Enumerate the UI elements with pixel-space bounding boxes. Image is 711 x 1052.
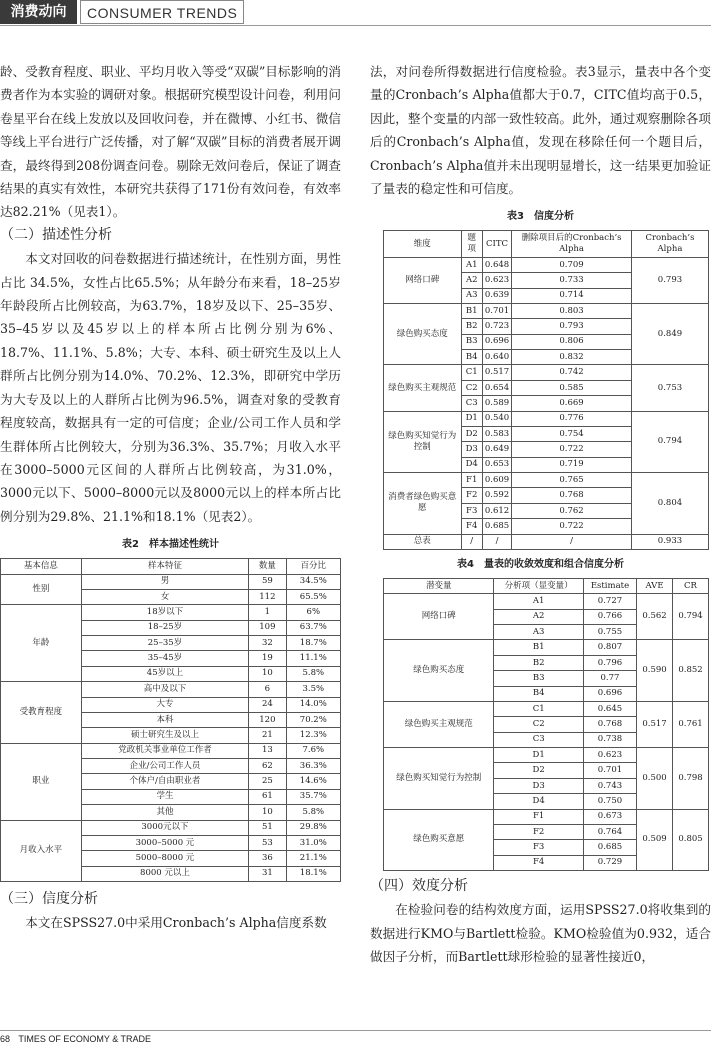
section-4-title: （四）效度分析: [370, 878, 468, 895]
table-cell: 45岁以上: [81, 666, 248, 681]
table-cell: C3: [494, 732, 584, 747]
right-paragraph-1: 法，对问卷所得数据进行信度检验。表3显示，量表中各个变量的Cronbach’s Alpha值都大于0.7，CITC值均高于0.5，因此，整个变量的内部一致性较高。此外，通过观察删除各项后的Cronbach’s Alpha值，发现在移除任何一个题目后，Cronbach’s Alpha值并未出现明显增长，这一结果更加验证了量表的稳定性和可信度。: [370, 64, 711, 197]
table-header-cell: AVE: [637, 578, 673, 593]
table-cell: 8000 元以上: [81, 866, 248, 881]
table-cell: F1: [461, 473, 482, 488]
table-cell: F1: [494, 809, 584, 824]
table-row: [1, 743, 341, 758]
table-cell: 0.592: [482, 488, 511, 503]
table-cell: 61: [249, 789, 286, 804]
table-cell: F2: [494, 824, 584, 839]
table-cell: 0.832: [512, 350, 632, 365]
table-cell: D3: [461, 442, 482, 457]
table-cell: 0.776: [512, 411, 632, 426]
table-row: [1, 682, 341, 697]
table-cell: C3: [461, 396, 482, 411]
table-cell: 7.6%: [286, 743, 340, 758]
table-cell: D2: [461, 426, 482, 441]
table-row: [384, 473, 709, 488]
footer: [0, 1034, 711, 1044]
table-cell: A2: [494, 609, 584, 624]
table-cell: D4: [494, 794, 584, 809]
table-cell: 0.645: [583, 701, 636, 716]
section-2-title: （二）描述性分析: [0, 226, 112, 243]
table-cell: B2: [494, 655, 584, 670]
table-cell: 0.589: [482, 396, 511, 411]
table-cell: 5.8%: [286, 666, 340, 681]
table-cell: 32: [249, 636, 286, 651]
table-total-row: [384, 534, 709, 549]
group-ave: 0.509: [637, 809, 673, 871]
table-cell: 0.685: [583, 840, 636, 855]
table-cell: 0.766: [583, 609, 636, 624]
section-3-title: （三）信度分析: [0, 891, 98, 907]
table-cell: B3: [494, 671, 584, 686]
table-header-cell: 潜变量: [384, 578, 494, 593]
section-label: 消费动向: [0, 0, 77, 24]
table-cell: 5.8%: [286, 805, 340, 820]
table-cell: B1: [494, 640, 584, 655]
table-cell: 18.7%: [286, 636, 340, 651]
table-cell: 党政机关事业单位工作者: [81, 743, 248, 758]
table-cell: 0.806: [512, 334, 632, 349]
table3: [383, 230, 709, 550]
table-cell: 6: [249, 682, 286, 697]
table-cell: D3: [494, 778, 584, 793]
left-paragraph-1: 龄、受教育程度、职业、平均月收入等受“双碳”目标影响的消费者作为本实验的调研对象。根据研究模型设计问卷，利用问卷星平台在线上发放以及回收问卷，并在微博、小红书、微信等线上平台进行广泛传播，对了解“双碳”目标的消费者展开调查，最终得到208份调查问卷。剔除无效问卷后，保证了调查结果的真实有效性，本研究共获得了171份有效问卷，有效率达82.21%（见表1）。: [0, 64, 341, 220]
table-cell: 0.768: [512, 488, 632, 503]
table-cell: 男: [81, 574, 248, 589]
table-cell: 0.640: [482, 350, 511, 365]
table-cell: 10: [249, 805, 286, 820]
left-paragraph-3: 本文在SPSS27.0中采用Cronbach’s Alpha信度系数: [25, 915, 327, 931]
table-cell: D4: [461, 457, 482, 472]
right-column: [370, 60, 711, 969]
table-cell: D2: [494, 763, 584, 778]
table4: [383, 578, 709, 871]
table-cell: A1: [461, 257, 482, 272]
journal-name: TIMES OF ECONOMY & TRADE: [18, 1034, 152, 1044]
table-cell: A2: [461, 273, 482, 288]
footer-divider: [0, 1030, 711, 1031]
table-cell: 65.5%: [286, 589, 340, 604]
table-cell: 大专: [81, 697, 248, 712]
group-alpha: 0.794: [631, 411, 708, 473]
table-cell: /: [461, 534, 482, 549]
table-cell: D1: [494, 748, 584, 763]
group-alpha: 0.804: [631, 473, 708, 535]
table-cell: 硕士研究生及以上: [81, 728, 248, 743]
table-cell: 13: [249, 743, 286, 758]
table-header-cell: 维度: [384, 231, 462, 257]
table-cell: 0.750: [583, 794, 636, 809]
table2: [0, 558, 341, 882]
group-label: 绿色购买主观规范: [384, 365, 462, 411]
table-cell: A1: [494, 594, 584, 609]
table-cell: 70.2%: [286, 712, 340, 727]
table-cell: 0.709: [512, 257, 632, 272]
table-cell: 18–25岁: [81, 620, 248, 635]
table-cell: 36.3%: [286, 759, 340, 774]
table-cell: 0.764: [583, 824, 636, 839]
group-ave: 0.500: [637, 748, 673, 810]
table-cell: 0.807: [583, 640, 636, 655]
group-alpha: 0.753: [631, 365, 708, 411]
table-header-cell: 样本特征: [81, 559, 248, 574]
table-cell: 0.649: [482, 442, 511, 457]
table-cell: A3: [494, 625, 584, 640]
table-cell: 0.623: [482, 273, 511, 288]
table-cell: F4: [461, 519, 482, 534]
table-cell: 0.729: [583, 855, 636, 870]
table-cell: D1: [461, 411, 482, 426]
table-cell: 0.669: [512, 396, 632, 411]
table-header-cell: 基本信息: [1, 559, 82, 574]
table-cell: 学生: [81, 789, 248, 804]
table-cell: 0.719: [512, 457, 632, 472]
table-cell: C1: [494, 701, 584, 716]
table-cell: C1: [461, 365, 482, 380]
table-cell: 25: [249, 774, 286, 789]
table-cell: 0.762: [512, 503, 632, 518]
group-label: 职业: [1, 743, 82, 820]
table-cell: 0.585: [512, 380, 632, 395]
group-label: 绿色购买意愿: [384, 809, 494, 871]
table-cell: 0.517: [482, 365, 511, 380]
group-alpha: 0.849: [631, 303, 708, 365]
group-label: 性别: [1, 574, 82, 605]
group-alpha: 0.793: [631, 257, 708, 303]
table-cell: 0.743: [583, 778, 636, 793]
section-label-en: CONSUMER TRENDS: [80, 0, 244, 24]
group-ave: 0.517: [637, 701, 673, 747]
table-cell: 53: [249, 835, 286, 850]
table-header-cell: Cronbach’s Alpha: [631, 231, 708, 257]
table-cell: 109: [249, 620, 286, 635]
table-cell: 6%: [286, 605, 340, 620]
table-cell: 个体户/自由职业者: [81, 774, 248, 789]
group-label: 绿色购买知觉行为控制: [384, 748, 494, 810]
table-cell: 其他: [81, 805, 248, 820]
table-header-cell: 分析项（显变量）: [494, 578, 584, 593]
table-cell: 本科: [81, 712, 248, 727]
table-cell: F4: [494, 855, 584, 870]
table-row: [1, 820, 341, 835]
left-column: [0, 60, 341, 935]
page-number: 68: [0, 1034, 11, 1044]
table-cell: 0.583: [482, 426, 511, 441]
group-label: 绿色购买主观规范: [384, 701, 494, 747]
table-header-cell: 百分比: [286, 559, 340, 574]
table-cell: 36: [249, 851, 286, 866]
table-cell: 0.623: [583, 748, 636, 763]
table-row: [384, 701, 709, 716]
table3-caption: 表3 信度分析: [507, 211, 574, 223]
table-row: [384, 640, 709, 655]
table-header-row: [384, 578, 709, 593]
table-cell: 3000元以下: [81, 820, 248, 835]
group-label: 受教育程度: [1, 682, 82, 744]
table-cell: 0.793: [512, 319, 632, 334]
table-cell: 0.653: [482, 457, 511, 472]
table-cell: 0.722: [512, 442, 632, 457]
table-cell: 女: [81, 589, 248, 604]
table-row: [1, 605, 341, 620]
table-cell: 0.609: [482, 473, 511, 488]
table-cell: 31: [249, 866, 286, 881]
group-label: 网络口碑: [384, 257, 462, 303]
table-cell: 企业/公司工作人员: [81, 759, 248, 774]
table-cell: 35.7%: [286, 789, 340, 804]
group-label: 消费者绿色购买意愿: [384, 473, 462, 535]
table-cell: 19: [249, 651, 286, 666]
table-cell: 5000–8000 元: [81, 851, 248, 866]
table-cell: 0.685: [482, 519, 511, 534]
group-cr: 0.852: [673, 640, 709, 702]
table-cell: 25–35岁: [81, 636, 248, 651]
group-label: 绿色购买态度: [384, 640, 494, 702]
table-cell: 0.696: [583, 686, 636, 701]
table-cell: 0.714: [512, 288, 632, 303]
table-cell: 11.1%: [286, 651, 340, 666]
table-cell: 0.701: [583, 763, 636, 778]
table-cell: 1: [249, 605, 286, 620]
table-cell: 18岁以下: [81, 605, 248, 620]
table-cell: 0.648: [482, 257, 511, 272]
table-cell: 120: [249, 712, 286, 727]
table2-caption: 表2 样本描述性统计: [122, 539, 219, 551]
table-row: [384, 411, 709, 426]
table-cell: F3: [461, 503, 482, 518]
group-label: 网络口碑: [384, 594, 494, 640]
table-cell: 0.755: [583, 625, 636, 640]
group-ave: 0.562: [637, 594, 673, 640]
table-cell: 14.0%: [286, 697, 340, 712]
table-header-cell: CR: [673, 578, 709, 593]
table-cell: 0.742: [512, 365, 632, 380]
table-cell: /: [482, 534, 511, 549]
table-cell: 29.8%: [286, 820, 340, 835]
table-cell: 0.654: [482, 380, 511, 395]
table-cell: 0.765: [512, 473, 632, 488]
table-cell: B2: [461, 319, 482, 334]
table-cell: 0.768: [583, 717, 636, 732]
table-cell: 112: [249, 589, 286, 604]
table-cell: 51: [249, 820, 286, 835]
table-cell: /: [512, 534, 632, 549]
table-row: [384, 748, 709, 763]
table-row: [384, 594, 709, 609]
table-cell: 0.540: [482, 411, 511, 426]
group-cr: 0.805: [673, 809, 709, 871]
table-cell: 3.5%: [286, 682, 340, 697]
right-paragraph-2: 在检验问卷的结构效度方面，运用SPSS27.0将收集到的数据进行KMO与Bartlett检验。KMO检验值为0.932，适合做因子分析，而Bartlett球形检验的显著性接近0，: [370, 902, 711, 965]
table-row: [384, 365, 709, 380]
table-cell: 0.701: [482, 303, 511, 318]
table-cell: 0.803: [512, 303, 632, 318]
table-cell: 0.77: [583, 671, 636, 686]
table-cell: B4: [494, 686, 584, 701]
left-paragraph-2: 本文对回收的问卷数据进行描述统计，在性别方面，男性占比 34.5%，女性占比65.5%；从年龄分布来看，18–25岁年龄段所占比例较高，为63.7%，18岁及以下、25–35岁、35–45岁以及45岁以上的样本所占比例分别为6%、18.7%、11.1%、5.8%；大专、本科、硕士研究生及以上人群所占比例分别为14.0%、70.2%、12.3%，即研究中学历为大专及以上的人群所占比例为96.5%，调查对象的受教育程度较高，数据具有一定的可信度；企业/公司工作人员和学生群体所占比例较大，分别为36.3%、35.7%；月收入水平在3000–5000元区间的人群所占比例较高，为31.0%，3000元以下、5000–8000元以及8000元以上的样本所占比例分别为29.8%、21.1%和18.1%（见表2）。: [0, 251, 341, 524]
table-cell: 0.733: [512, 273, 632, 288]
table-cell: F3: [494, 840, 584, 855]
table-row: [1, 574, 341, 589]
table-header-cell: 题项: [461, 231, 482, 257]
table-header-row: [384, 231, 709, 257]
table-cell: 34.5%: [286, 574, 340, 589]
table-cell: 35–45岁: [81, 651, 248, 666]
group-cr: 0.794: [673, 594, 709, 640]
table-cell: C2: [461, 380, 482, 395]
table-row: [384, 257, 709, 272]
table-cell: B3: [461, 334, 482, 349]
table-header-cell: 数量: [249, 559, 286, 574]
table-cell: 59: [249, 574, 286, 589]
table-cell: 10: [249, 666, 286, 681]
group-cr: 0.761: [673, 701, 709, 747]
table-cell: 31.0%: [286, 835, 340, 850]
group-cr: 0.798: [673, 748, 709, 810]
group-label: 月收入水平: [1, 820, 82, 882]
table-row: [384, 809, 709, 824]
table-cell: 0.722: [512, 519, 632, 534]
table-header-cell: Estimate: [583, 578, 636, 593]
table-cell: 63.7%: [286, 620, 340, 635]
table-cell: 0.738: [583, 732, 636, 747]
table-header-cell: 删除项目后的Cronbach’s Alpha: [512, 231, 632, 257]
table-header-row: [1, 559, 341, 574]
table-cell: 0.754: [512, 426, 632, 441]
table-cell: 0.639: [482, 288, 511, 303]
table-cell: 18.1%: [286, 866, 340, 881]
group-ave: 0.590: [637, 640, 673, 702]
table-cell: 14.6%: [286, 774, 340, 789]
table-cell: 21.1%: [286, 851, 340, 866]
table-cell: A3: [461, 288, 482, 303]
table-cell: 0.933: [631, 534, 708, 549]
table-row: [384, 303, 709, 318]
table-cell: 高中及以下: [81, 682, 248, 697]
header-divider: [0, 25, 711, 26]
table-cell: 62: [249, 759, 286, 774]
table-cell: C2: [494, 717, 584, 732]
table-cell: 总表: [384, 534, 462, 549]
table-cell: 12.3%: [286, 728, 340, 743]
table-cell: 0.673: [583, 809, 636, 824]
table-cell: 0.612: [482, 503, 511, 518]
table-cell: 0.727: [583, 594, 636, 609]
table4-caption: 表4 量表的收敛效度和组合信度分析: [457, 558, 624, 570]
table-cell: F2: [461, 488, 482, 503]
table-header-cell: CITC: [482, 231, 511, 257]
table-cell: 0.723: [482, 319, 511, 334]
group-label: 年龄: [1, 605, 82, 682]
table-cell: B4: [461, 350, 482, 365]
table-cell: 24: [249, 697, 286, 712]
table-cell: B1: [461, 303, 482, 318]
table-cell: 3000–5000 元: [81, 835, 248, 850]
table-cell: 0.696: [482, 334, 511, 349]
table-cell: 21: [249, 728, 286, 743]
group-label: 绿色购买知觉行为控制: [384, 411, 462, 473]
table-cell: 0.796: [583, 655, 636, 670]
group-label: 绿色购买态度: [384, 303, 462, 365]
